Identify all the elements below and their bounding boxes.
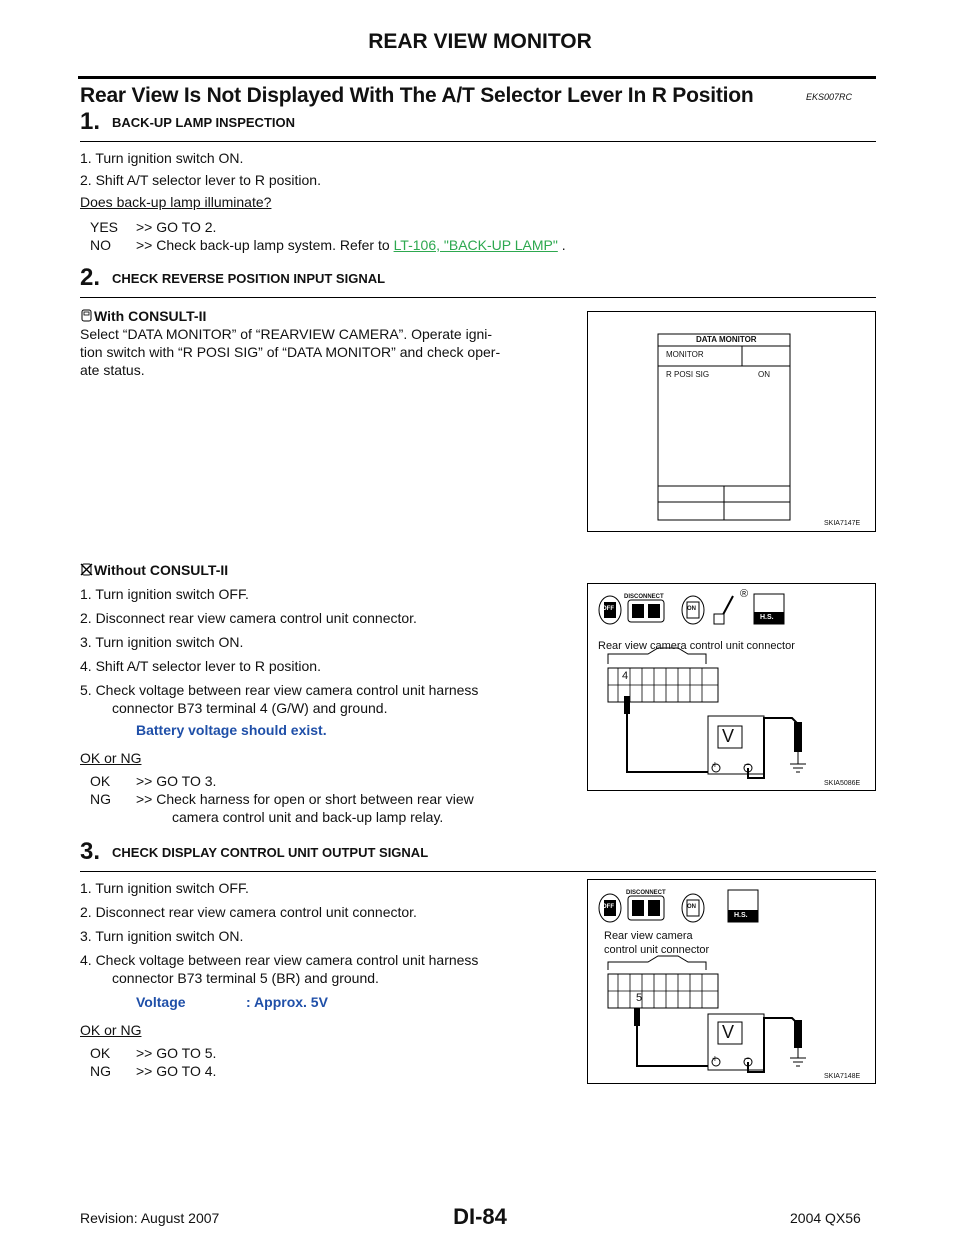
step-3-item-1: 1. Turn ignition switch OFF.	[80, 880, 249, 896]
step-2-item-5a: 5. Check voltage between rear view camera control unit harness	[80, 682, 479, 698]
yes-value: >> GO TO 2.	[136, 219, 217, 235]
fig3-label-1: Rear view camera	[604, 930, 693, 942]
with-consult-text: With CONSULT-II	[94, 308, 207, 324]
step-3-rule	[80, 871, 876, 872]
no-value: >> Check back-up lamp system. Refer to	[136, 237, 394, 253]
fig3-minus: −	[744, 1054, 750, 1065]
ng-key-3: NG	[90, 1063, 111, 1079]
fig3-on: ON	[687, 904, 696, 910]
consult-tester-icon	[80, 309, 93, 322]
step-3-okng: OK or NG	[80, 1022, 142, 1038]
connector-t5-diagram	[588, 880, 875, 1083]
section-code: EKS007RC	[806, 92, 853, 102]
connector-b73-t4-figure	[587, 583, 876, 791]
with-consult-line-3: ate status.	[80, 362, 145, 378]
fig3-off: OFF	[602, 904, 614, 910]
step-3-item-3: 3. Turn ignition switch ON.	[80, 928, 244, 944]
step-2-heading	[80, 264, 385, 292]
fig2-code: SKIA5086E	[824, 780, 861, 787]
step-3-item-4b: connector B73 terminal 5 (BR) and ground.	[112, 970, 379, 986]
revision-date: Revision: August 2007	[80, 1210, 220, 1226]
data-monitor-figure	[587, 311, 876, 532]
header-rule	[78, 76, 876, 79]
yes-key: YES	[90, 219, 119, 235]
step-3-item-4a: 4. Check voltage between rear view camera control unit harness	[80, 952, 479, 968]
ok-value: >> GO TO 3.	[136, 773, 217, 789]
fig2-minus: −	[744, 760, 750, 771]
step-2-item-1: 1. Turn ignition switch OFF.	[80, 586, 249, 602]
voltage-value: : Approx. 5V	[246, 994, 328, 1010]
fig3-meter: V	[722, 1022, 735, 1042]
no-tail: .	[557, 237, 566, 253]
with-consult-line-2: tion switch with “R POSI SIG” of “DATA MONITOR” and check oper-	[80, 344, 501, 360]
fig3-disconnect: DISCONNECT	[626, 890, 666, 896]
step-3-item-2: 2. Disconnect rear view camera control unit connector.	[80, 904, 417, 920]
ng-value: >> Check harness for open or short between rear view	[136, 791, 474, 807]
step-1-rule	[80, 141, 876, 142]
step-2-spec: Battery voltage should exist.	[136, 722, 327, 738]
fig2-disconnect: DISCONNECT	[624, 594, 664, 600]
step-1-question: Does back-up lamp illuminate?	[80, 194, 272, 210]
step-3-heading	[80, 838, 428, 866]
voltage-key: Voltage	[136, 994, 186, 1010]
fig2-hs: H.S.	[760, 614, 774, 621]
step-1-item-1: 1. Turn ignition switch ON.	[80, 150, 244, 166]
step-3-ok	[90, 1044, 216, 1062]
without-consult-text: Without CONSULT-II	[94, 562, 229, 578]
fig2-on: ON	[687, 606, 696, 612]
model-label: 2004 QX56	[790, 1210, 861, 1226]
step-1-number: 1.	[80, 108, 101, 135]
fig1-code: SKIA7147E	[824, 520, 861, 527]
section-title: Rear View Is Not Displayed With The A/T Selector Lever In R Position	[80, 84, 754, 107]
ok-key-3: OK	[90, 1045, 111, 1061]
step-2-title: CHECK REVERSE POSITION INPUT SIGNAL	[112, 271, 386, 286]
data-monitor-diagram	[588, 312, 875, 531]
step-1-yes	[90, 218, 216, 236]
data-monitor-title: DATA MONITOR	[696, 335, 757, 344]
fig2-terminal: 4	[622, 670, 629, 682]
ok-value-3: >> GO TO 5.	[136, 1045, 217, 1061]
monitor-column-header: MONITOR	[666, 350, 704, 359]
step-2-ok	[90, 772, 216, 790]
step-2-item-3: 3. Turn ignition switch ON.	[80, 634, 244, 650]
fig2-off: OFF	[602, 606, 614, 612]
step-1-heading	[80, 108, 295, 136]
page-number: DI-84	[453, 1204, 507, 1229]
step-3-number: 3.	[80, 838, 101, 865]
step-1-item-2: 2. Shift A/T selector lever to R position.	[80, 172, 321, 188]
step-1-no	[90, 236, 566, 254]
step-2-item-4: 4. Shift A/T selector lever to R position.	[80, 658, 321, 674]
fig2-meter: V	[722, 726, 735, 746]
step-2-ng-cont: camera control unit and back-up lamp relay.	[172, 809, 444, 825]
step-2-item-5b: connector B73 terminal 4 (G/W) and ground.	[112, 700, 388, 716]
ng-key: NG	[90, 791, 111, 807]
fig2-plus: +	[712, 760, 718, 771]
fig3-label-2: control unit connector	[604, 944, 710, 956]
step-2-okng: OK or NG	[80, 750, 142, 766]
step-2-item-2: 2. Disconnect rear view camera control unit connector.	[80, 610, 417, 626]
connector-t4-diagram	[588, 584, 875, 790]
fig3-terminal: 5	[636, 992, 643, 1004]
r-posi-sig-value: ON	[758, 370, 770, 379]
fig2-connector-label: Rear view camera control unit connector	[598, 640, 795, 652]
no-consult-icon	[80, 563, 93, 576]
connector-b73-t5-figure	[587, 879, 876, 1084]
with-consult-line-1: Select “DATA MONITOR” of “REARVIEW CAMERA”. Operate igni-	[80, 326, 493, 342]
step-3-ng	[90, 1062, 216, 1080]
fig3-code: SKIA7148E	[824, 1073, 861, 1080]
no-key: NO	[90, 237, 111, 253]
step-2-ng	[90, 790, 474, 808]
page-title: REAR VIEW MONITOR	[368, 30, 592, 53]
step-3-title: CHECK DISPLAY CONTROL UNIT OUTPUT SIGNAL	[112, 845, 429, 860]
without-consult-label	[80, 560, 228, 580]
ng-value-3: >> GO TO 4.	[136, 1063, 217, 1079]
fig3-plus: +	[712, 1054, 718, 1065]
step-1-title: BACK-UP LAMP INSPECTION	[112, 115, 295, 130]
fig3-hs: H.S.	[734, 912, 748, 919]
step-3-spec	[136, 994, 328, 1010]
step-2-rule	[80, 297, 876, 298]
r-posi-sig-item: R POSI SIG	[666, 370, 710, 379]
step-2-number: 2.	[80, 264, 101, 291]
fig2-registered: ®	[740, 588, 749, 600]
ok-key: OK	[90, 773, 111, 789]
lt106-link[interactable]: LT-106, "BACK-UP LAMP"	[393, 237, 558, 253]
with-consult-label	[80, 306, 206, 326]
